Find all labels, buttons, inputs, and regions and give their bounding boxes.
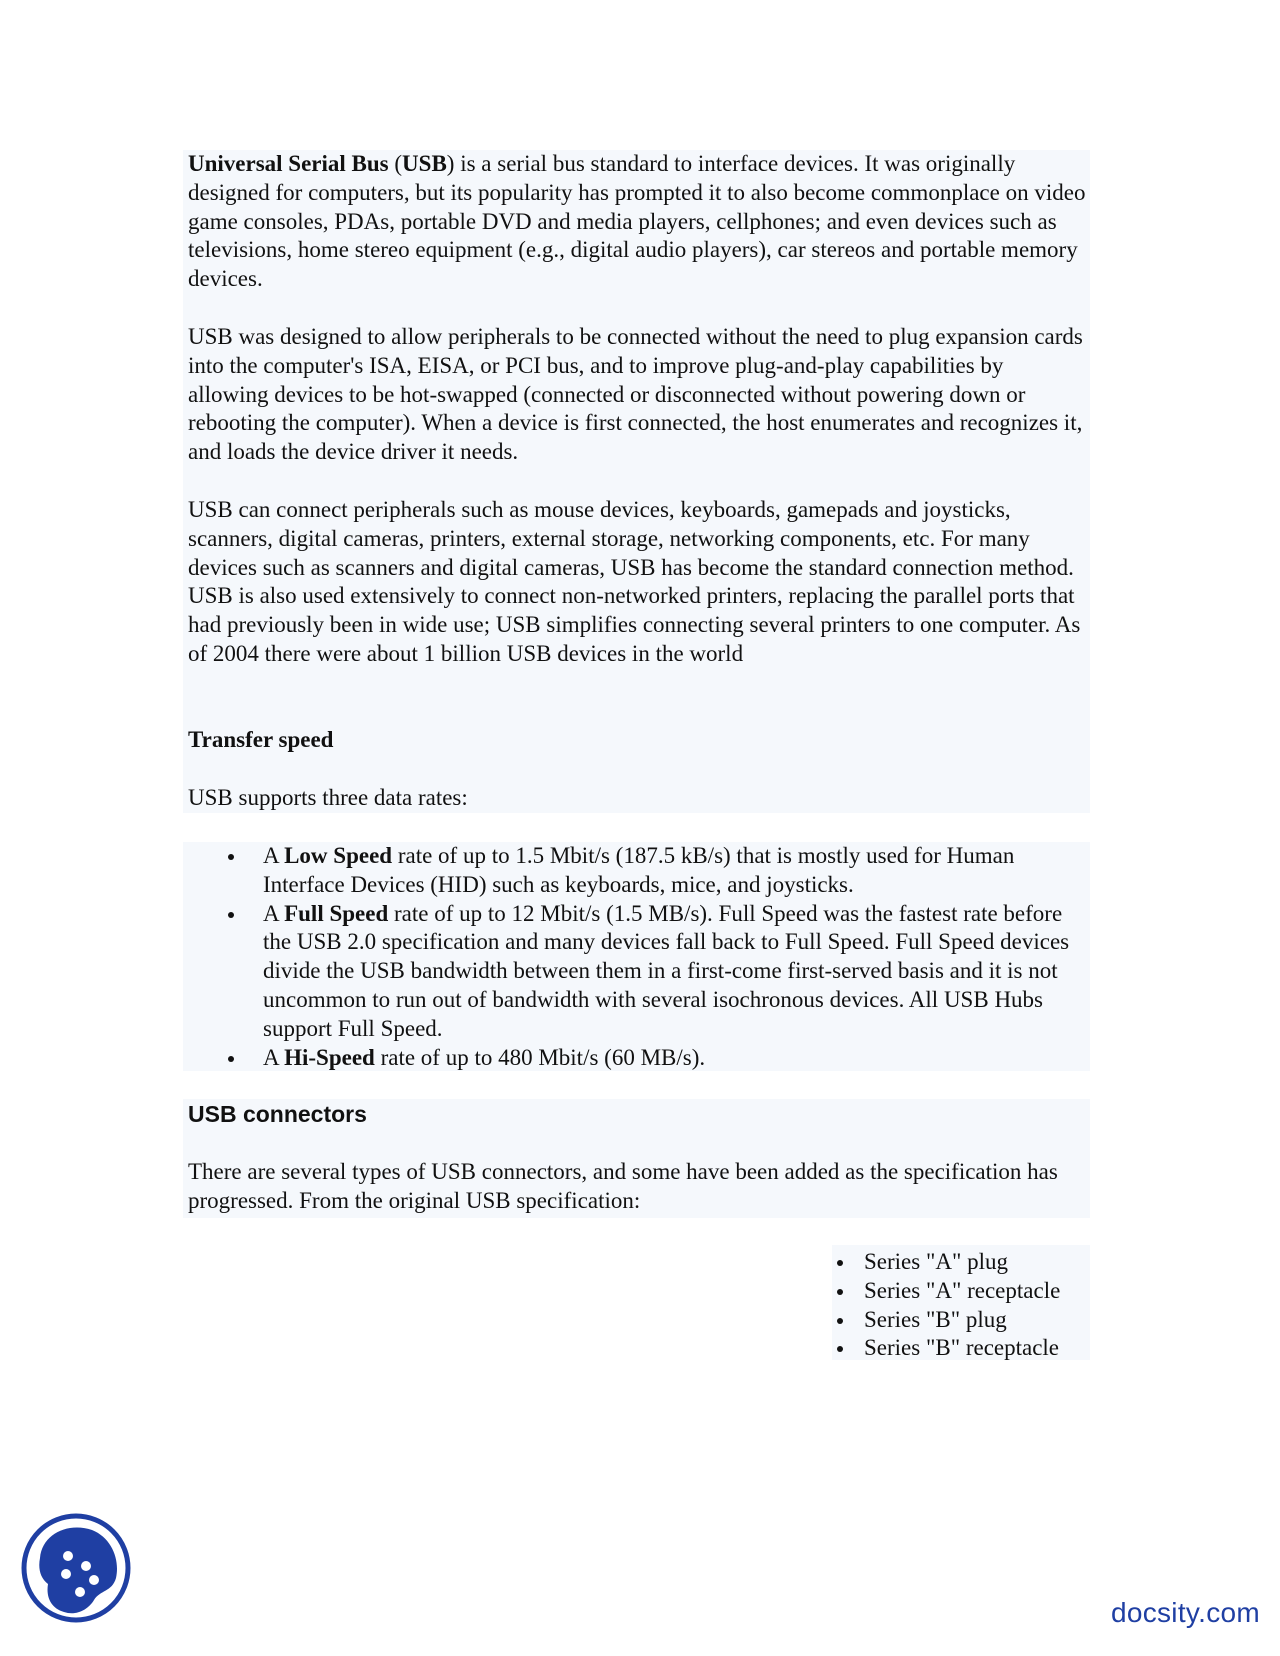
connector-item: Series "B" receptacle	[864, 1334, 1104, 1363]
transfer-speed-heading: Transfer speed	[188, 727, 334, 752]
speed-item-low: A Low Speed rate of up to 1.5 Mbit/s (187.5 kB/s) that is mostly used for Human Interface Devices (HID) such as keyboards, mice, and joysticks.	[263, 842, 1093, 900]
design-paragraph: USB was designed to allow peripherals to be connected without the need to plug expansion cards into the computer's ISA, EISA, or PCI bus, and to improve plug-and-play capabilities by allowing devices to be hot-swapped (connected or disconnected without powering down or rebooting the computer). When a device is first connected, the host enumerates and recognizes it, and loads the device driver it needs.	[188, 324, 1083, 465]
speed-name: Hi-Speed	[284, 1044, 375, 1070]
rates-intro: USB supports three data rates:	[188, 785, 468, 810]
intro-text: ) is a serial bus standard to interface devices. It was originally designed for computers, but its popularity has prompted it to also become commonplace on video game consoles, PDAs, portable DVD and media players, cellphones; and even devices such as televisions, home stereo equipment (e.g., digital audio players), car stereos and portable memory devices.	[188, 151, 1086, 292]
connector-item: Series "B" plug	[864, 1306, 1104, 1335]
connector-item: Series "A" receptacle	[864, 1277, 1104, 1306]
intro-term: Universal Serial Bus	[188, 151, 389, 176]
intro-paragraph: Universal Serial Bus (USB) is a serial bus standard to interface devices. It was originally designed for computers, but its popularity has prompted it to also become commonplace on video game consoles, PDAs, portable DVD and media players, cellphones; and even devices such as televisions, home stereo equipment (e.g., digital audio players), car stereos and portable memory devices.	[188, 151, 1086, 292]
connector-list	[864, 1248, 1104, 1363]
speed-name: Full Speed	[284, 900, 389, 926]
speed-item-full: A Full Speed rate of up to 12 Mbit/s (1.5 MB/s). Full Speed was the fastest rate before the USB 2.0 specification and many devices fall back to Full Speed. Full Speed devices divide the USB bandwidth between them in a first-come first-served basis and it is not uncommon to run out of bandwidth with several isochronous devices. All USB Hubs support Full Speed.	[263, 900, 1093, 1044]
speed-name: Low Speed	[284, 843, 393, 868]
usb-connectors-heading: USB connectors	[188, 1101, 367, 1127]
docsity-logo-icon	[20, 1512, 132, 1624]
speed-list	[263, 842, 1093, 1072]
connectors-intro: There are several types of USB connectors, and some have been added as the specification has progressed. From the original USB specification:	[188, 1159, 1058, 1213]
docsity-brand-link[interactable]: docsity.com	[1110, 1597, 1260, 1628]
speed-item-hi: A Hi-Speed rate of up to 480 Mbit/s (60 MB/s).	[263, 1044, 1093, 1073]
intro-abbr: USB	[402, 151, 447, 176]
peripherals-paragraph: USB can connect peripherals such as mouse devices, keyboards, gamepads and joysticks, scanners, digital cameras, printers, external storage, networking components, etc. For many devices such as scanners and digital cameras, USB has become the standard connection method. USB is also used extensively to connect non-networked printers, replacing the parallel ports that had previously been in wide use; USB simplifies connecting several printers to one computer. As of 2004 there were about 1 billion USB devices in the world	[188, 497, 1081, 666]
connector-item: Series "A" plug	[864, 1248, 1104, 1277]
